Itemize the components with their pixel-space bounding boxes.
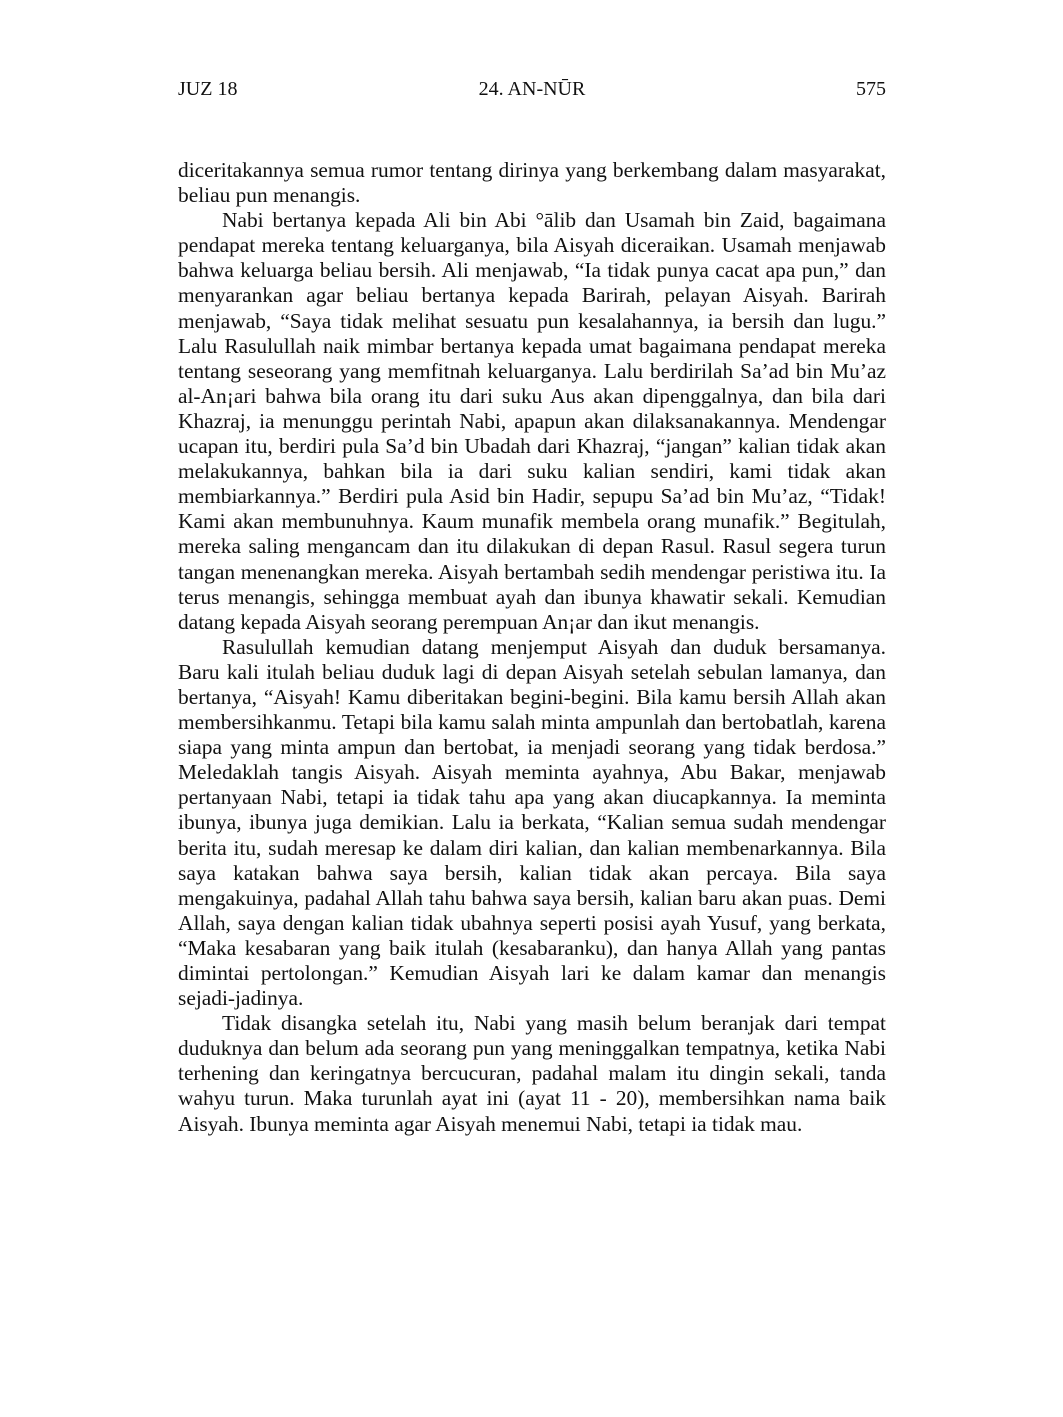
- body-text: [178, 158, 886, 1137]
- page-number: 575: [856, 78, 886, 100]
- paragraph: Nabi bertanya kepada Ali bin Abi °ālib dan Usamah bin Zaid, bagaimana pendapat mereka tentang keluarganya, bila Aisyah diceraikan. Usamah menjawab bahwa keluarga beliau bersih. Ali menjawab, “Ia tidak punya cacat apa pun,” dan menyarankan agar beliau bertanya kepada Barirah, pelayan Aisyah. Barirah menjawab, “Saya tidak melihat sesuatu pun kesalahannya, ia bersih dan lugu.” Lalu Rasulullah naik mimbar bertanya kepada umat bagaimana pendapat mereka tentang seseorang yang memfitnah keluarganya. Lalu berdirilah Sa’ad bin Mu’az al-An¡ari bahwa bila orang itu dari suku Aus akan dipenggalnya, dan bila dari Khazraj, ia menunggu perintah Nabi, apapun akan dilaksanakannya. Mendengar ucapan itu, berdiri pula Sa’d bin Ubadah dari Khazraj, “jangan” kalian tidak akan melakukannya, bahkan bila ia dari suku kalian sendiri, kami tidak akan membiarkannya.” Berdiri pula Asid bin Hadir, sepupu Sa’ad bin Mu’az, “Tidak! Kami akan membunuhnya. Kaum munafik membela orang munafik.” Begitulah, mereka saling mengancam dan itu dilakukan di depan Rasul. Rasul segera turun tangan menenangkan mereka. Aisyah bertambah sedih mendengar peristiwa itu. Ia terus menangis, sehingga membuat ayah dan ibunya khawatir sekali. Kemudian datang kepada Aisyah seorang perempuan An¡ar dan ikut menangis.: [178, 208, 886, 634]
- paragraph-continued: diceritakannya semua rumor tentang dirinya yang berkembang dalam masyarakat, beliau pun menangis.: [178, 158, 886, 208]
- paragraph: Tidak disangka setelah itu, Nabi yang masih belum beranjak dari tempat duduknya dan belum ada seorang pun yang meninggalkan tempatnya, ketika Nabi terhening dan keringatnya bercucuran, padahal malam itu dingin sekali, tanda wahyu turun. Maka turunlah ayat ini (ayat 11 - 20), membersihkan nama baik Aisyah. Ibunya meminta agar Aisyah menemui Nabi, tetapi ia tidak mau.: [178, 1011, 886, 1136]
- paragraph: Rasulullah kemudian datang menjemput Aisyah dan duduk bersamanya. Baru kali itulah beliau duduk lagi di depan Aisyah setelah sebulan lamanya, dan bertanya, “Aisyah! Kamu diberitakan begini-begini. Bila kamu bersih Allah akan membersihkanmu. Tetapi bila kamu salah minta ampunlah dan bertobatlah, karena siapa yang minta ampun dan bertobat, ia menjadi seorang yang tidak berdosa.” Meledaklah tangis Aisyah. Aisyah meminta ayahnya, Abu Bakar, menjawab pertanyaan Nabi, tetapi ia tidak tahu apa yang akan diucapkannya. Ia meminta ibunya, ibunya juga demikian. Lalu ia berkata, “Kalian semua sudah mendengar berita itu, sudah meresap ke dalam diri kalian, dan kalian membenarkannya. Bila saya katakan bahwa saya bersih, kalian tidak akan percaya. Bila saya mengakuinya, padahal Allah tahu bahwa saya bersih, kalian baru akan puas. Demi Allah, saya dengan kalian tidak ubahnya seperti posisi ayah Yusuf, yang berkata, “Maka kesabaran yang baik itulah (kesabaranku), dan hanya Allah yang pantas dimintai pertolongan.” Kemudian Aisyah lari ke dalam kamar dan menangis sejadi-jadinya.: [178, 634, 886, 1011]
- running-header: [178, 76, 886, 106]
- juz-label: JUZ 18: [178, 78, 238, 100]
- surah-title: 24. AN-NŪR: [478, 78, 586, 100]
